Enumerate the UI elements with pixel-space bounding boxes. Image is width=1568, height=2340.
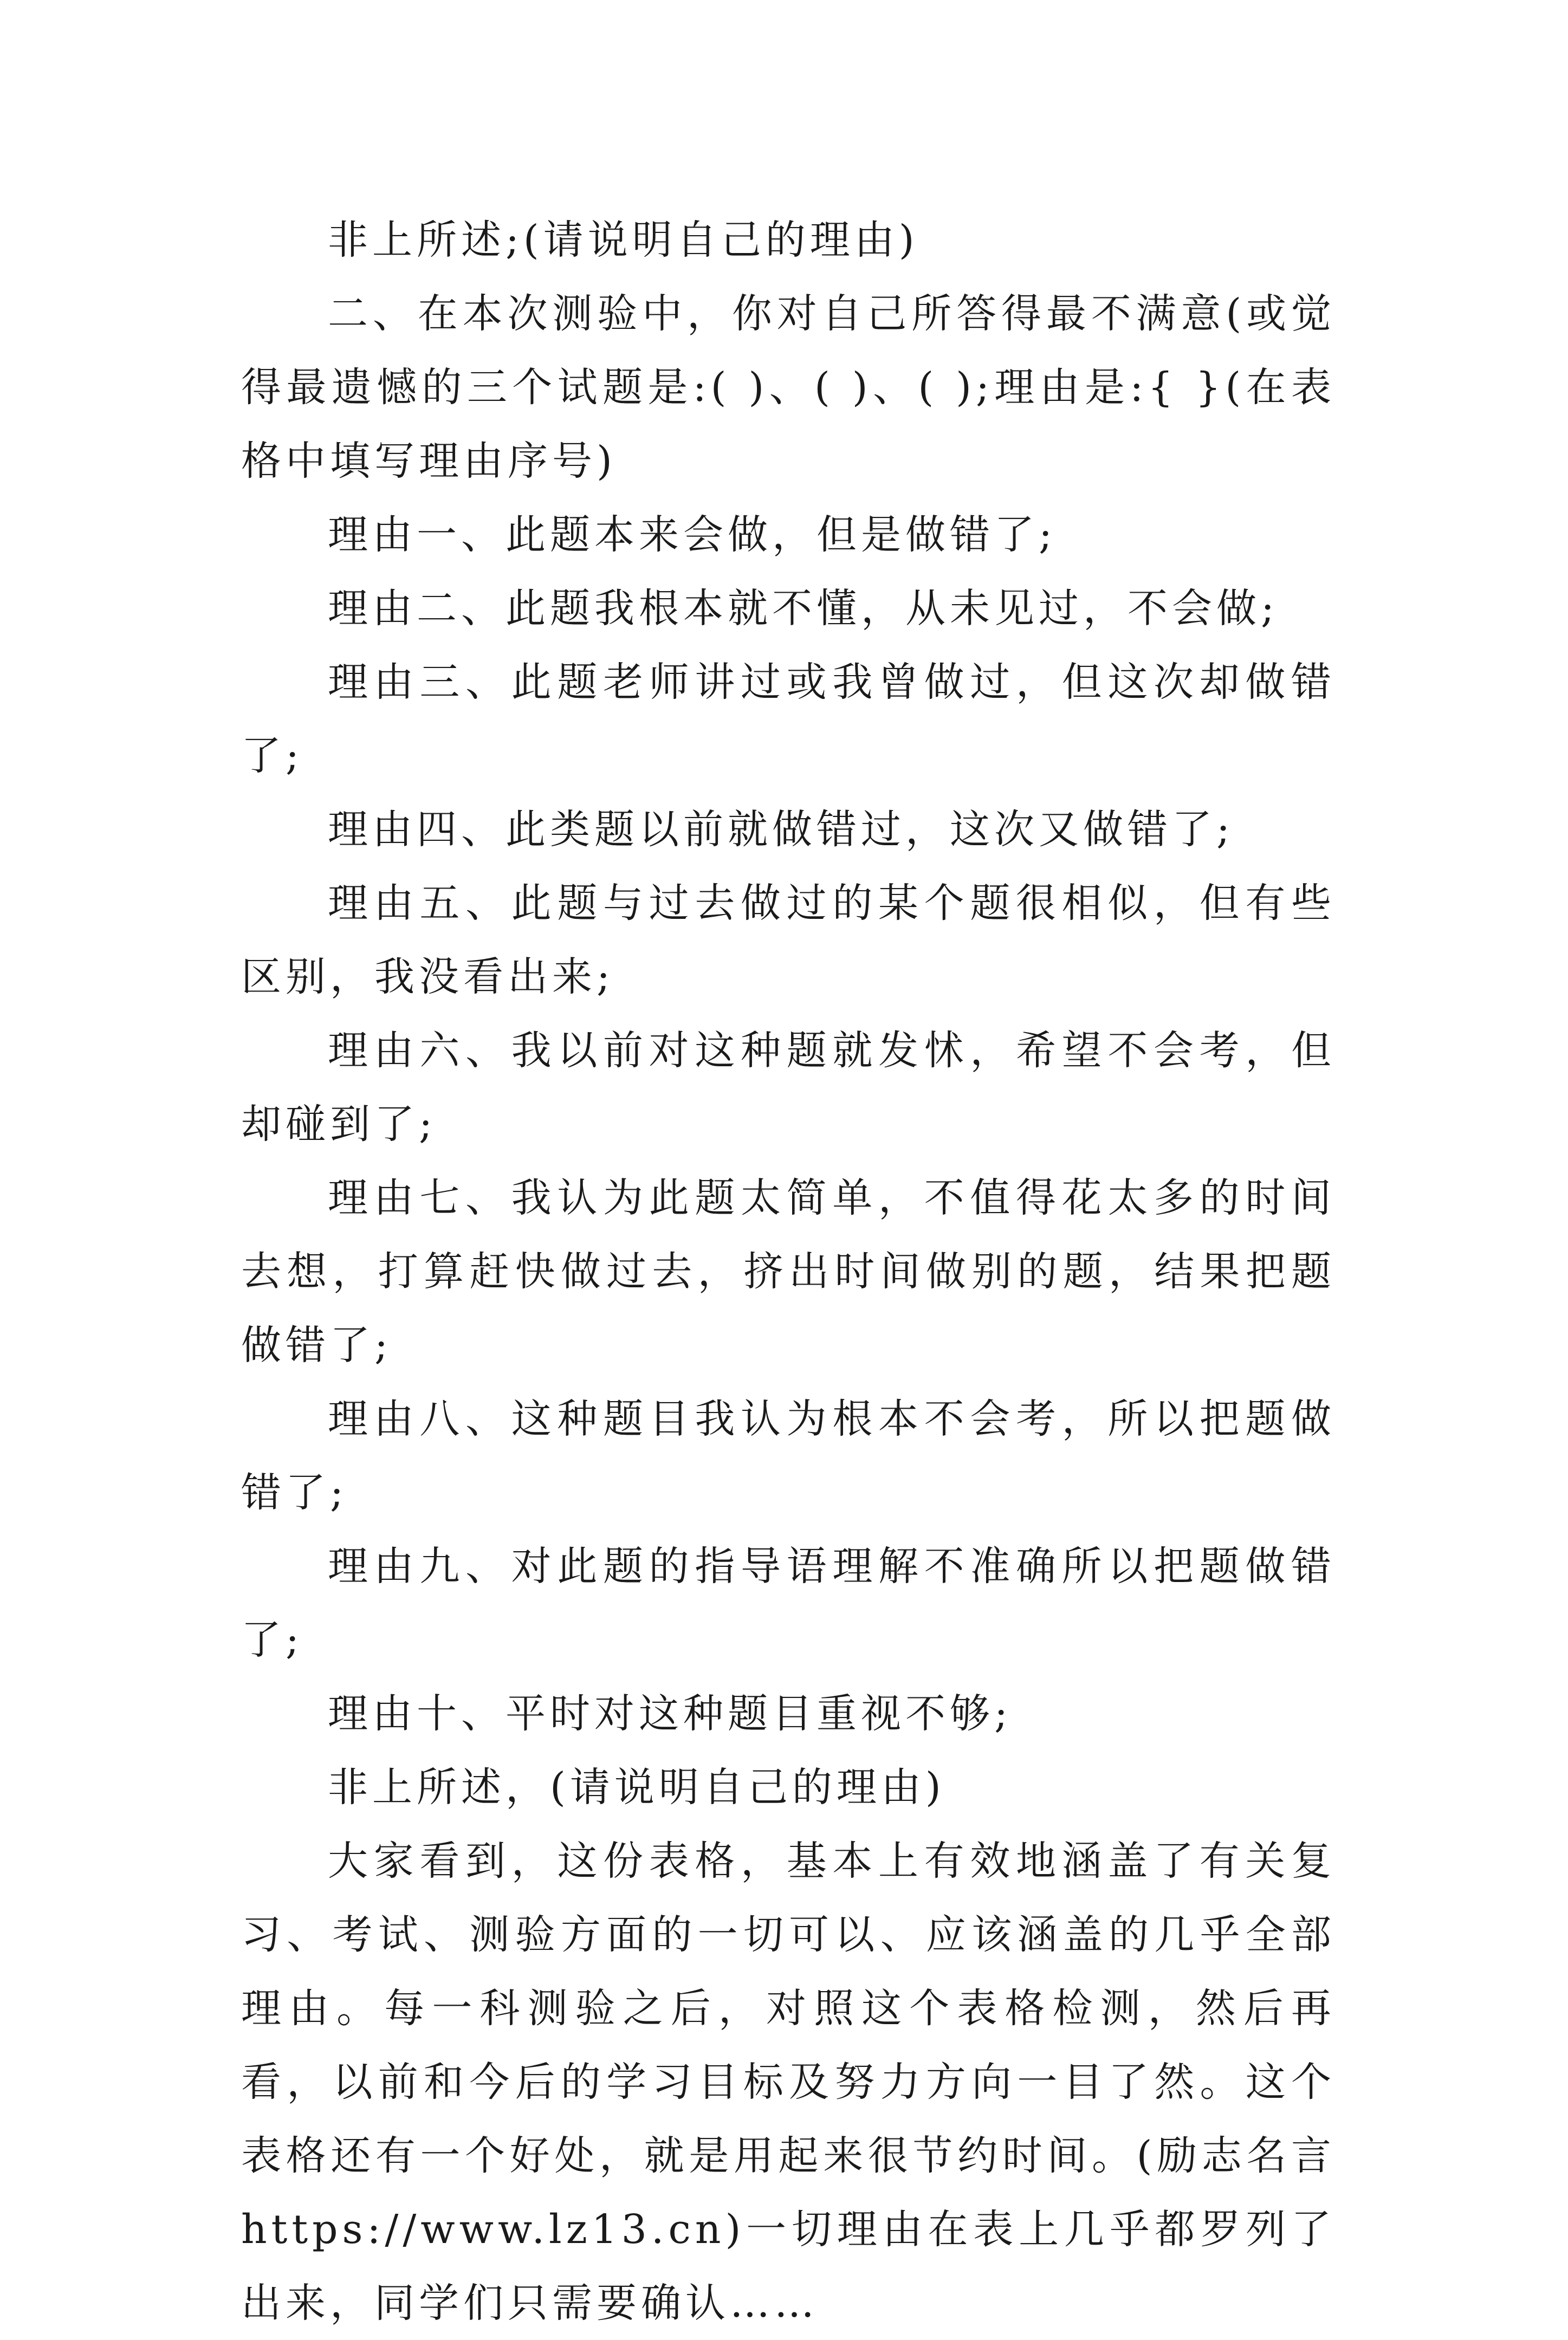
paragraph-reason-3: 理由三、此题老师讲过或我曾做过，但这次却做错了; (241, 659, 1336, 779)
paragraph-reason-4: 理由四、此类题以前就做错过，这次又做错了; (328, 806, 1234, 853)
paragraph-reason-9: 理由九、对此题的指导语理解不准确所以把题做错了; (241, 1543, 1336, 1663)
paragraph-question-two: 二、在本次测验中，你对自己所答得最不满意(或觉得最遗憾的三个试题是:( )、( )、( );理由是:{ }(在表格中填写理由序号) (241, 290, 1336, 484)
paragraph-reason-5: 理由五、此题与过去做过的某个题很相似，但有些区别，我没看出来; (241, 880, 1336, 1000)
paragraph-other-reason-2: 非上所述，(请说明自己的理由) (328, 1764, 945, 1811)
paragraph-reason-8: 理由八、这种题目我认为根本不会考，所以把题做错了; (241, 1396, 1336, 1516)
paragraph-reason-2: 理由二、此题我根本就不懂，从未见过，不会做; (328, 585, 1279, 632)
document-body (241, 203, 1336, 2340)
paragraph-summary: 大家看到，这份表格，基本上有效地涵盖了有关复习、考试、测验方面的一切可以、应该涵盖的几乎全部理由。每一科测验之后，对照这个表格检测，然后再看，以前和今后的学习目标及努力方向一目了然。这个表格还有一个好处，就是用起来很节约时间。(励志名言 https://www.lz13.cn)一切理由在表上几乎都罗列了出来，同学们只需要确认…… (241, 1838, 1336, 2326)
paragraph-other-reason-1: 非上所述;(请说明自己的理由) (328, 217, 919, 263)
paragraph-reason-7: 理由七、我认为此题太简单，不值得花太多的时间去想，打算赶快做过去，挤出时间做别的题，结果把题做错了; (241, 1175, 1336, 1369)
paragraph-reason-1: 理由一、此题本来会做，但是做错了; (328, 511, 1057, 558)
paragraph-reason-6: 理由六、我以前对这种题就发怵，希望不会考，但却碰到了; (241, 1027, 1336, 1148)
paragraph-reason-10: 理由十、平时对这种题目重视不够; (328, 1690, 1012, 1737)
